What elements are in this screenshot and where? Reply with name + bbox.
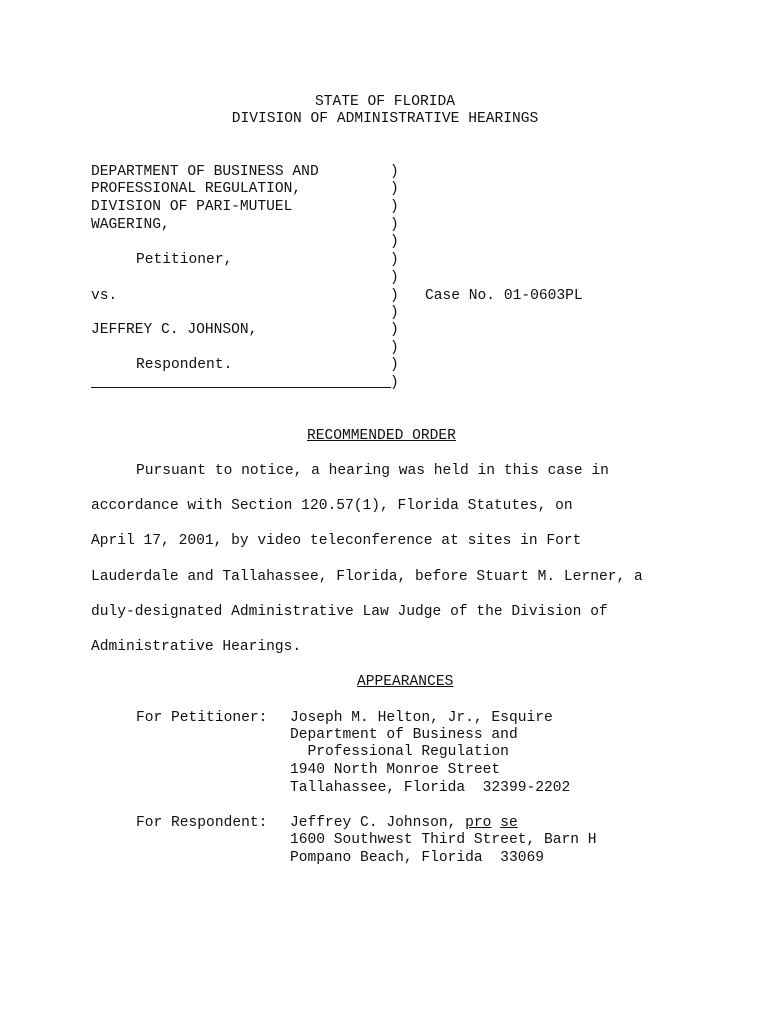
respondent-counsel-line-1 xyxy=(290,815,518,832)
case-number: Case No. 01-0603PL xyxy=(425,288,583,304)
petitioner-counsel-line-2: Department of Business and xyxy=(290,727,518,743)
caption-paren: ) xyxy=(390,199,399,215)
petitioner-counsel-line-4: 1940 North Monroe Street xyxy=(290,762,501,778)
petitioner-appearance-label: For Petitioner: xyxy=(136,710,268,726)
versus-label: vs. xyxy=(91,288,118,304)
respondent-role: Respondent. xyxy=(136,357,233,373)
caption-paren: ) xyxy=(390,217,399,233)
pro-word: pro xyxy=(465,815,492,831)
caption-paren: ) xyxy=(390,270,399,286)
body-line-5: duly-designated Administrative Law Judge of the Division of xyxy=(91,604,608,620)
caption-paren: ) xyxy=(390,288,399,304)
caption-paren: ) xyxy=(390,181,399,197)
caption-paren: ) xyxy=(390,252,399,268)
petitioner-counsel-line-5: Tallahassee, Florida 32399-2202 xyxy=(290,780,571,796)
petitioner-name-line-1: DEPARTMENT OF BUSINESS AND xyxy=(91,164,319,180)
body-line-6: Administrative Hearings. xyxy=(91,639,302,655)
caption-paren: ) xyxy=(390,234,399,250)
respondent-appearance-label: For Respondent: xyxy=(136,815,268,831)
caption-paren: ) xyxy=(390,305,399,321)
petitioner-counsel-line-1: Joseph M. Helton, Jr., Esquire xyxy=(290,710,553,726)
se-word: se xyxy=(500,815,518,831)
caption-underline xyxy=(91,387,391,388)
body-line-2: accordance with Section 120.57(1), Florida Statutes, on xyxy=(91,498,573,514)
caption-paren: ) xyxy=(390,340,399,356)
body-line-3: April 17, 2001, by video teleconference at sites in Fort xyxy=(91,533,582,549)
body-line-4: Lauderdale and Tallahassee, Florida, before Stuart M. Lerner, a xyxy=(91,569,643,585)
appearances-heading: APPEARANCES xyxy=(357,674,454,690)
petitioner-name-line-3: DIVISION OF PARI-MUTUEL xyxy=(91,199,293,215)
body-line-1: Pursuant to notice, a hearing was held in this case in xyxy=(136,463,609,479)
caption-paren: ) xyxy=(390,164,399,180)
petitioner-counsel-line-3: Professional Regulation xyxy=(290,744,509,760)
petitioner-name-line-4: WAGERING, xyxy=(91,217,170,233)
respondent-counsel-line-2: 1600 Southwest Third Street, Barn H xyxy=(290,832,597,848)
order-title: RECOMMENDED ORDER xyxy=(307,428,456,444)
caption-paren: ) xyxy=(390,357,399,373)
header-division: DIVISION OF ADMINISTRATIVE HEARINGS xyxy=(231,111,539,127)
respondent-name: JEFFREY C. JOHNSON, xyxy=(91,322,258,338)
header-state: STATE OF FLORIDA xyxy=(314,94,456,110)
caption-paren: ) xyxy=(390,322,399,338)
caption-paren: ) xyxy=(390,375,399,391)
petitioner-role: Petitioner, xyxy=(136,252,233,268)
petitioner-name-line-2: PROFESSIONAL REGULATION, xyxy=(91,181,302,197)
respondent-counsel-name: Jeffrey C. Johnson, xyxy=(290,815,466,831)
respondent-counsel-line-3: Pompano Beach, Florida 33069 xyxy=(290,850,544,866)
